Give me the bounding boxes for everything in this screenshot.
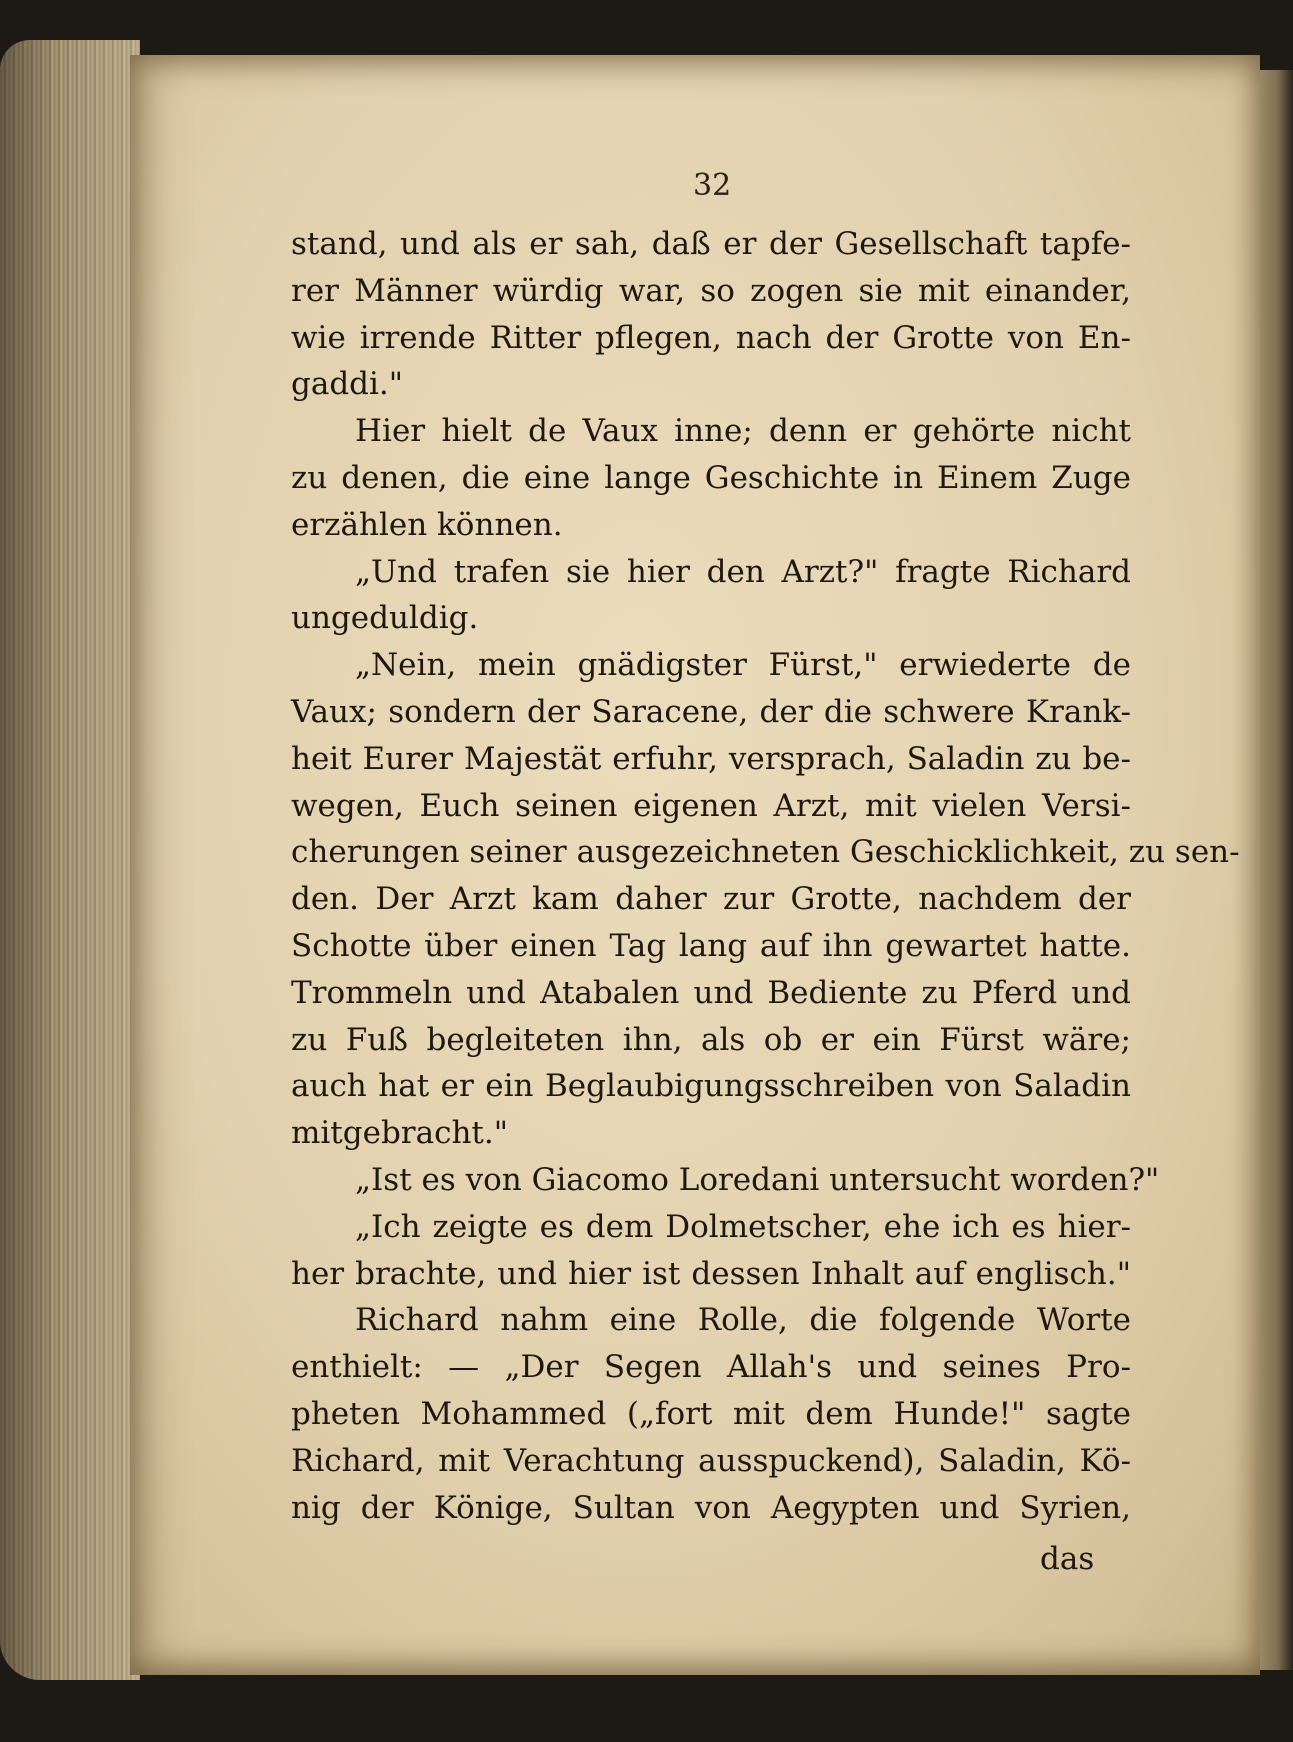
text-line: rer Männer würdig war, so zogen sie mit einander, [291, 272, 1131, 309]
text-line: gaddi." [291, 366, 404, 403]
text-line: Hier hielt de Vaux inne; denn er gehörte nicht [355, 413, 1131, 450]
text-line: Schotte über einen Tag lang auf ihn gewartet hatte. [291, 927, 1131, 964]
book-page-edge-right [1255, 70, 1293, 1670]
catchword: das [1040, 1541, 1095, 1577]
text-line: „Ich zeigte es dem Dolmetscher, ehe ich es hier- [355, 1208, 1131, 1245]
text-line: Trommeln und Atabalen und Bediente zu Pferd und [291, 974, 1131, 1011]
text-line: pheten Mohammed („fort mit dem Hunde!" sagte [291, 1395, 1131, 1432]
text-line: wie irrende Ritter pflegen, nach der Grotte von En- [291, 319, 1131, 356]
text-line: cherungen seiner ausgezeichneten Geschicklichkeit, zu sen- [291, 834, 1240, 871]
text-line: mitgebracht." [291, 1115, 508, 1152]
text-line: auch hat er ein Beglaubigungsschreiben von Saladin [291, 1068, 1131, 1105]
text-line: zu denen, die eine lange Geschichte in Einem Zuge [291, 459, 1131, 496]
text-line: Vaux; sondern der Saracene, der die schwere Krank- [291, 693, 1131, 730]
text-line: wegen, Euch seinen eigenen Arzt, mit vielen Versi- [291, 787, 1131, 824]
text-line: erzählen können. [291, 506, 563, 543]
text-line: den. Der Arzt kam daher zur Grotte, nachdem der [291, 881, 1131, 918]
text-line: „Ist es von Giacomo Loredani untersucht worden?" [355, 1161, 1160, 1198]
text-line: enthielt: — „Der Segen Allah's und seines Pro- [291, 1349, 1131, 1386]
text-line: heit Eurer Majestät erfuhr, versprach, Saladin zu be- [291, 740, 1131, 777]
text-line: Richard nahm eine Rolle, die folgende Worte [355, 1302, 1131, 1339]
page-number: 32 [693, 168, 732, 203]
text-line: ungeduldig. [291, 600, 479, 637]
text-line: Richard, mit Verachtung ausspuckend), Saladin, Kö- [291, 1442, 1131, 1479]
text-line: „Und trafen sie hier den Arzt?" fragte Richard [355, 553, 1131, 590]
text-line: „Nein, mein gnädigster Fürst," erwiederte de [355, 647, 1131, 684]
book-edges-shadow [0, 40, 140, 1680]
text-line: nig der Könige, Sultan von Aegypten und Syrien, [291, 1489, 1131, 1526]
text-line: stand, und als er sah, daß er der Gesellschaft tapfe- [291, 226, 1131, 262]
text-line: her brachte, und hier ist dessen Inhalt auf englisch." [291, 1255, 1131, 1292]
page-text-body [291, 221, 1240, 1531]
text-line: zu Fuß begleiteten ihn, als ob er ein Fürst wäre; [291, 1021, 1131, 1058]
